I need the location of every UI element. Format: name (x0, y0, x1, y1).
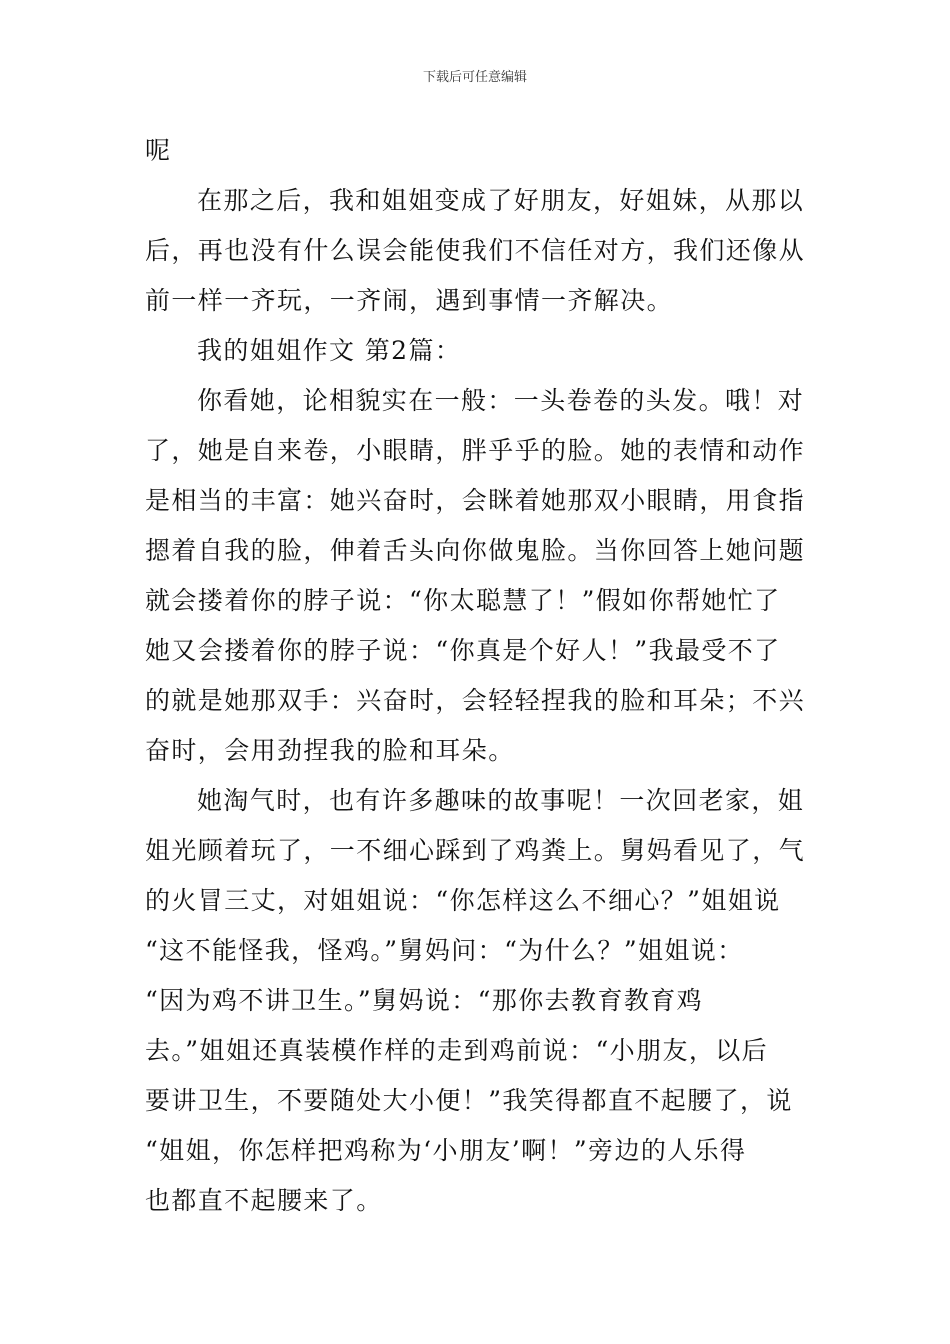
text-line: 是相当的丰富：她兴奋时，会眯着她那双小眼睛，用食指 (145, 486, 806, 515)
text-line: 的就是她那双手：兴奋时，会轻轻捏我的脸和耳朵；不兴 (145, 686, 806, 715)
paragraph (145, 126, 807, 176)
text-line: 也都直不起腰来了。 (145, 1186, 383, 1215)
text-line: 姐光顾着玩了，一不细心踩到了鸡粪上。舅妈看见了，气 (145, 836, 806, 865)
text-line: 要讲卫生，不要随处大小便！”我笑得都直不起腰了，说 (145, 1086, 793, 1115)
text-line: 你看她，论相貌实在一般：一头卷卷的头发。哦！对 (197, 386, 805, 415)
paragraph (145, 176, 807, 326)
text-line: “这不能怪我，怪鸡。”舅妈问：“为什么？”姐姐说： (145, 936, 744, 965)
text-line: “姐姐，你怎样把鸡称为‘小朋友’啊！”旁边的人乐得 (145, 1136, 747, 1165)
section-heading (145, 326, 807, 376)
text-line: 前一样一齐玩，一齐闹，遇到事情一齐解决。 (145, 286, 674, 315)
text-line: 去。”姐姐还真装模作样的走到鸡前说：“小朋友，以后 (145, 1036, 769, 1065)
text-line: “因为鸡不讲卫生。”舅妈说：“那你去教育教育鸡 (145, 986, 704, 1015)
paragraph (145, 376, 807, 776)
text-line: 她淘气时，也有许多趣味的故事呢！一次回老家，姐 (197, 786, 805, 815)
text-line: 她又会搂着你的脖子说：“你真是个好人！”我最受不了 (145, 636, 781, 665)
paragraph (145, 776, 807, 1226)
text-line: 我的姐姐作文 第2篇： (197, 336, 462, 365)
text-line: 摁着自我的脸，伸着舌头向你做鬼脸。当你回答上她问题 (145, 536, 806, 565)
text-line: 呢 (145, 136, 172, 165)
text-line: 的火冒三丈，对姐姐说：“你怎样这么不细心？”姐姐说 (145, 886, 781, 915)
text-line: 奋时，会用劲捏我的脸和耳朵。 (145, 736, 515, 765)
page-header: 下载后可任意编辑 (422, 70, 527, 85)
text-line: 了，她是自来卷，小眼睛，胖乎乎的脸。她的表情和动作 (145, 436, 806, 465)
document-body (145, 126, 807, 1226)
text-line: 就会搂着你的脖子说：“你太聪慧了！”假如你帮她忙了 (145, 586, 781, 615)
text-line: 后，再也没有什么误会能使我们不信任对方，我们还像从 (145, 236, 806, 265)
text-line: 在那之后，我和姐姐变成了好朋友，好姐妹，从那以 (197, 186, 805, 215)
